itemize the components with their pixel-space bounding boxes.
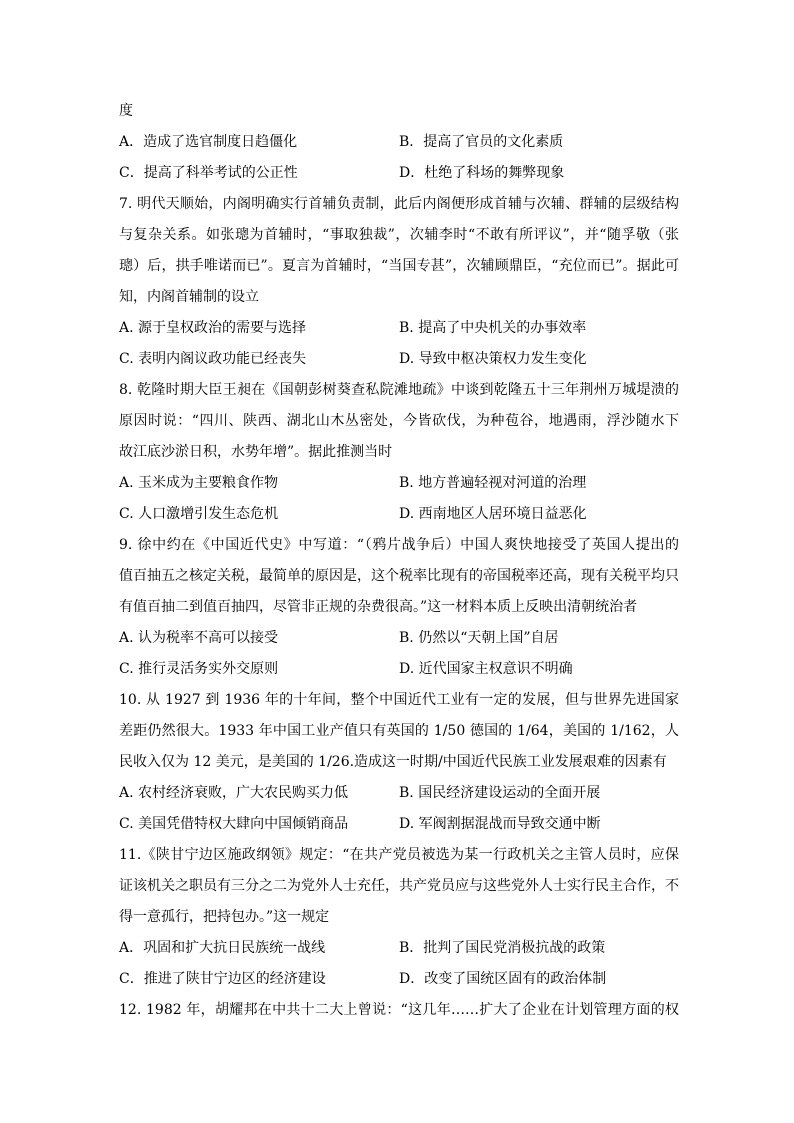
- q6-option-a[interactable]: A．造成了选官制度日趋僵化: [119, 134, 298, 150]
- q10-options-row-1: [119, 783, 679, 803]
- q7-option-a[interactable]: A. 源于皇权政治的需要与选择: [119, 320, 307, 336]
- q10-stem-line: 10. 从 1927 到 1936 年的十年间，整个中国近代工业有一定的发展，但与世界先进国家: [119, 692, 679, 708]
- q8-option-b[interactable]: B. 地方普遍轻视对河道的治理: [399, 475, 587, 491]
- q7-option-d[interactable]: D. 导致中枢决策权力发生变化: [399, 351, 587, 367]
- q12-stem-line: 12. 1982 年，胡耀邦在中共十二大上曾说：“这几年……扩大了企业在计划管理方面的权: [119, 1002, 679, 1018]
- q8-stem-line: 8. 乾隆时期大臣王昶在《国朝彭树葵查私院滩地疏》中谈到乾隆五十三年荆州万城堤溃的: [119, 382, 679, 398]
- page-top-fragment: 度: [119, 103, 133, 119]
- q8-options-row-1: [119, 473, 679, 493]
- q10-option-b[interactable]: B. 国民经济建设运动的全面开展: [399, 785, 601, 801]
- q10-option-a[interactable]: A. 农村经济衰败，广大农民购买力低: [119, 785, 349, 801]
- q7-options-row-1: [119, 318, 679, 338]
- q11-option-b[interactable]: B．批判了国民党消极抗战的政策: [399, 940, 606, 956]
- q8-options-row-2: [119, 504, 679, 524]
- q11-option-a[interactable]: A．巩固和扩大抗日民族统一战线: [119, 940, 326, 956]
- q8-option-c[interactable]: C. 人口激增引发生态危机: [119, 506, 279, 522]
- q10-options-row-2: [119, 814, 679, 834]
- q7-options-row-2: [119, 349, 679, 369]
- q10-stem-line: 民收入仅为 12 美元，是美国的 1/26.造成这一时期/中国近代民族工业发展艰难的因素有: [119, 754, 667, 770]
- q6-option-b[interactable]: B．提高了官员的文化素质: [399, 134, 564, 150]
- q6-option-d[interactable]: D．杜绝了科场的舞弊现象: [399, 165, 565, 181]
- q11-option-c[interactable]: C．推进了陕甘宁边区的经济建设: [119, 971, 326, 987]
- exam-content: [119, 101, 679, 1020]
- q9-option-b[interactable]: B. 仍然以“天朝上国”自居: [399, 630, 559, 646]
- q9-options-row-1: [119, 628, 679, 648]
- q9-stem-line: 9. 徐中约在《中国近代史》中写道：“（鸦片战争后）中国人爽快地接受了英国人提出的: [119, 537, 679, 553]
- q7-stem-line: 知，内阁首辅制的设立: [119, 289, 259, 305]
- q6-options-row-2: [119, 163, 679, 183]
- q6-option-c[interactable]: C．提高了科举考试的公正性: [119, 165, 298, 181]
- q8-option-d[interactable]: D. 西南地区人居环境日益恶化: [399, 506, 587, 522]
- q10-stem-line: 差距仍然很大。1933 年中国工业产值只有英国的 1/50 德国的 1/64，美国的 1/162，人: [119, 723, 679, 739]
- q11-options-row-2: [119, 969, 679, 989]
- q11-stem-line: 证该机关之职员有三分之二为党外人士充任，共产党员应与这些党外人士实行民主合作，不: [119, 878, 679, 894]
- q7-option-b[interactable]: B. 提高了中央机关的办事效率: [399, 320, 587, 336]
- q9-options-row-2: [119, 659, 679, 679]
- q8-stem-line: 原因时说：“四川、陕西、湖北山木丛密处，今皆砍伐，为种苞谷，地遇雨，浮沙随水下: [119, 413, 679, 429]
- q10-option-c[interactable]: C. 美国凭借特权大肆向中国倾销商品: [119, 816, 349, 832]
- q7-option-c[interactable]: C. 表明内阁议政功能已经丧失: [119, 351, 307, 367]
- q9-stem-line: 值百抽五之核定关税，最简单的原因是，这个税率比现有的帝国税率还高，现有关税平均只: [119, 568, 679, 584]
- q10-option-d[interactable]: D. 军阀割据混战而导致交通中断: [399, 816, 601, 832]
- q6-options-row-1: [119, 132, 679, 152]
- q7-stem-line: 与复杂关系。如张璁为首辅时，“事取独裁”，次辅李时“不敢有所评议”，并“随孚敬（张: [119, 227, 679, 243]
- q8-stem-line: 故江底沙淤日积，水势年增”。据此推测当时: [119, 444, 393, 460]
- q11-stem-line: 得一意孤行，把持包办。”这一规定: [119, 909, 330, 925]
- q9-stem-line: 有值百抽二到值百抽四，尽管非正规的杂费很高。”这一材料本质上反映出清朝统治者: [119, 599, 638, 615]
- q7-stem-line: 璁）后，拱手唯诺而已”。夏言为首辅时，“当国专甚”，次辅顾鼎臣，“充位而已”。据此可: [119, 258, 679, 274]
- q9-option-c[interactable]: C. 推行灵活务实外交原则: [119, 661, 279, 677]
- q11-stem-line: 11.《陕甘宁边区施政纲领》规定：“在共产党员被选为某一行政机关之主管人员时，应保: [119, 847, 679, 863]
- q9-option-a[interactable]: A. 认为税率不高可以接受: [119, 630, 279, 646]
- q8-option-a[interactable]: A. 玉米成为主要粮食作物: [119, 475, 279, 491]
- q11-option-d[interactable]: D．改变了国统区固有的政治体制: [399, 971, 607, 987]
- q7-stem-line: 7. 明代天顺始，内阁明确实行首辅负责制，此后内阁便形成首辅与次辅、群辅的层级结构: [119, 196, 679, 212]
- q11-options-row-1: [119, 938, 679, 958]
- q9-option-d[interactable]: D. 近代国家主权意识不明确: [399, 661, 573, 677]
